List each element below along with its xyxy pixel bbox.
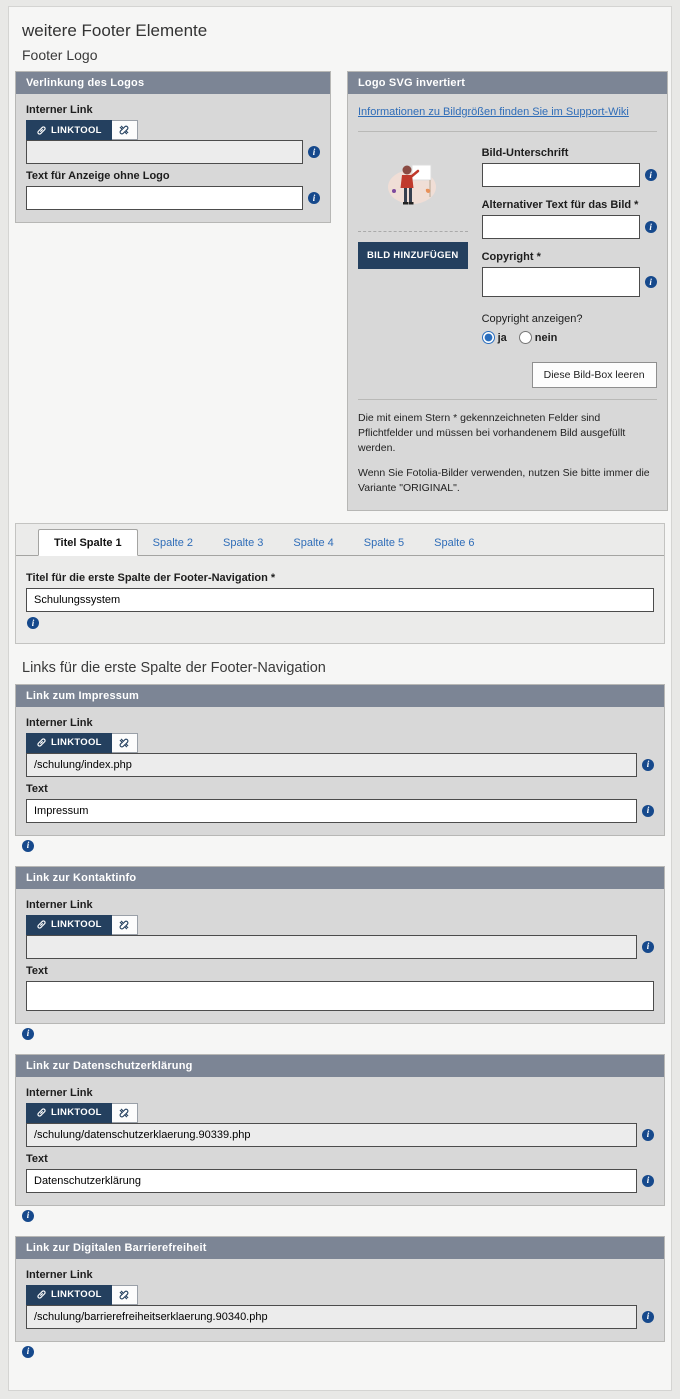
page-subtitle: Footer Logo (22, 47, 98, 63)
content-card (8, 6, 672, 1391)
column-title-label: Titel für die erste Spalte der Footer-Navigation * (26, 572, 276, 585)
text-label: Text (26, 964, 48, 977)
link-input[interactable] (26, 1123, 637, 1147)
unlink-button[interactable] (112, 915, 138, 935)
add-image-button[interactable]: BILD HINZUFÜGEN (358, 242, 468, 269)
internal-link-label: Interner Link (26, 716, 93, 729)
internal-link-label: Interner Link (26, 1086, 93, 1099)
text-input[interactable] (26, 981, 654, 1011)
copyright-input[interactable] (482, 267, 640, 297)
required-fields-note: Die mit einem Stern * gekennzeichneten Felder sind Pflichtfelder und müssen bei vorhandenem Bild ausgefüllt werden. (358, 412, 626, 455)
internal-link-label: Interner Link (26, 1268, 93, 1281)
linktool-button[interactable]: LINKTOOL (26, 733, 112, 753)
info-icon[interactable]: i (642, 759, 654, 771)
caption-label: Bild-Unterschrift (481, 147, 569, 159)
link-input[interactable] (26, 1305, 637, 1329)
logo-link-input[interactable] (26, 140, 303, 164)
tab-spalte-2[interactable]: Spalte 2 (152, 537, 194, 550)
tab-spalte-5[interactable]: Spalte 5 (363, 537, 405, 550)
panel-link-barrierefreiheit (15, 1236, 665, 1342)
link-icon (36, 737, 47, 748)
dashed-separator (358, 231, 468, 232)
internal-link-label: Interner Link (26, 898, 93, 911)
unlink-button[interactable] (112, 1103, 138, 1123)
info-icon[interactable]: i (308, 192, 320, 204)
info-icon[interactable]: i (645, 276, 657, 288)
info-icon[interactable]: i (27, 617, 39, 629)
footer-columns-tabbox (15, 523, 665, 644)
radio-nein-input[interactable] (519, 331, 532, 344)
info-icon[interactable]: i (642, 941, 654, 953)
tab-spalte-3[interactable]: Spalte 3 (223, 537, 264, 550)
unlink-button[interactable] (112, 1285, 138, 1305)
text-label: Text (26, 782, 48, 795)
tab-row (16, 524, 664, 556)
panel-logo-svg-title: Logo SVG invertiert (348, 72, 667, 94)
info-icon[interactable]: i (22, 1028, 34, 1040)
divider (358, 399, 657, 400)
link-input[interactable] (26, 753, 637, 777)
logo-text-label: Text für Anzeige ohne Logo (26, 170, 170, 182)
divider (358, 131, 657, 132)
tab-spalte-4[interactable]: Spalte 4 (293, 537, 334, 550)
radio-ja[interactable]: ja (482, 331, 507, 344)
copyright-question: Copyright anzeigen? (481, 313, 583, 325)
page-title: weitere Footer Elemente (22, 21, 208, 40)
panel-title: Link zur Datenschutzerklärung (16, 1055, 664, 1077)
internal-link-label: Interner Link (26, 104, 93, 116)
text-label: Text (26, 1152, 48, 1165)
panel-link-impressum (15, 684, 665, 836)
column-title-input[interactable] (26, 588, 654, 612)
linktool-button[interactable]: LINKTOOL (26, 1285, 112, 1305)
info-icon[interactable]: i (645, 221, 657, 233)
info-icon[interactable]: i (642, 1311, 654, 1323)
link-icon (36, 125, 47, 136)
panel-link-datenschutz (15, 1054, 665, 1206)
image-placeholder-illustration (382, 157, 444, 213)
unlink-button[interactable] (112, 733, 138, 753)
panel-link-kontaktinfo (15, 866, 665, 1024)
info-icon[interactable]: i (22, 1210, 34, 1222)
logo-panels-row (15, 71, 665, 511)
link-icon (36, 1107, 47, 1118)
caption-input[interactable] (482, 163, 640, 187)
link-icon (36, 919, 47, 930)
panel-title: Link zum Impressum (16, 685, 664, 707)
info-icon[interactable]: i (22, 840, 34, 852)
tab-titel-spalte-1[interactable]: Titel Spalte 1 (38, 529, 138, 556)
unlink-button[interactable] (112, 120, 138, 140)
info-icon[interactable]: i (22, 1346, 34, 1358)
tab-spalte-6[interactable]: Spalte 6 (434, 537, 475, 550)
info-icon[interactable]: i (642, 1175, 654, 1187)
info-icon[interactable]: i (642, 805, 654, 817)
fotolia-note: Wenn Sie Fotolia-Bilder verwenden, nutzen Sie bitte immer die Variante "ORIGINAL". (358, 466, 650, 494)
info-icon[interactable]: i (642, 1129, 654, 1141)
logo-text-input[interactable] (26, 186, 303, 210)
linktool-button[interactable]: LINKTOOL (26, 120, 112, 140)
clear-image-box-button[interactable]: Diese Bild-Box leeren (532, 362, 657, 388)
linktool-button[interactable]: LINKTOOL (26, 915, 112, 935)
linktool-button[interactable]: LINKTOOL (26, 1103, 112, 1123)
link-input[interactable] (26, 935, 637, 959)
radio-nein[interactable]: nein (519, 331, 558, 344)
panel-logo-svg (347, 71, 668, 511)
text-input[interactable] (26, 799, 637, 823)
link-icon (36, 1289, 47, 1300)
copyright-label: Copyright * (481, 251, 541, 263)
support-wiki-link[interactable]: Informationen zu Bildgrößen finden Sie im Support-Wiki (358, 106, 629, 118)
info-icon[interactable]: i (645, 169, 657, 181)
panel-title: Link zur Kontaktinfo (16, 867, 664, 889)
panel-logo-link (15, 71, 331, 223)
panel-logo-link-title: Verlinkung des Logos (16, 72, 330, 94)
panel-title: Link zur Digitalen Barrierefreiheit (16, 1237, 664, 1259)
alt-text-input[interactable] (482, 215, 640, 239)
text-input[interactable] (26, 1169, 637, 1193)
alt-text-label: Alternativer Text für das Bild * (481, 199, 639, 211)
section-heading: Links für die erste Spalte der Footer-Navigation (22, 659, 326, 676)
radio-ja-input[interactable] (482, 331, 495, 344)
info-icon[interactable]: i (308, 146, 320, 158)
